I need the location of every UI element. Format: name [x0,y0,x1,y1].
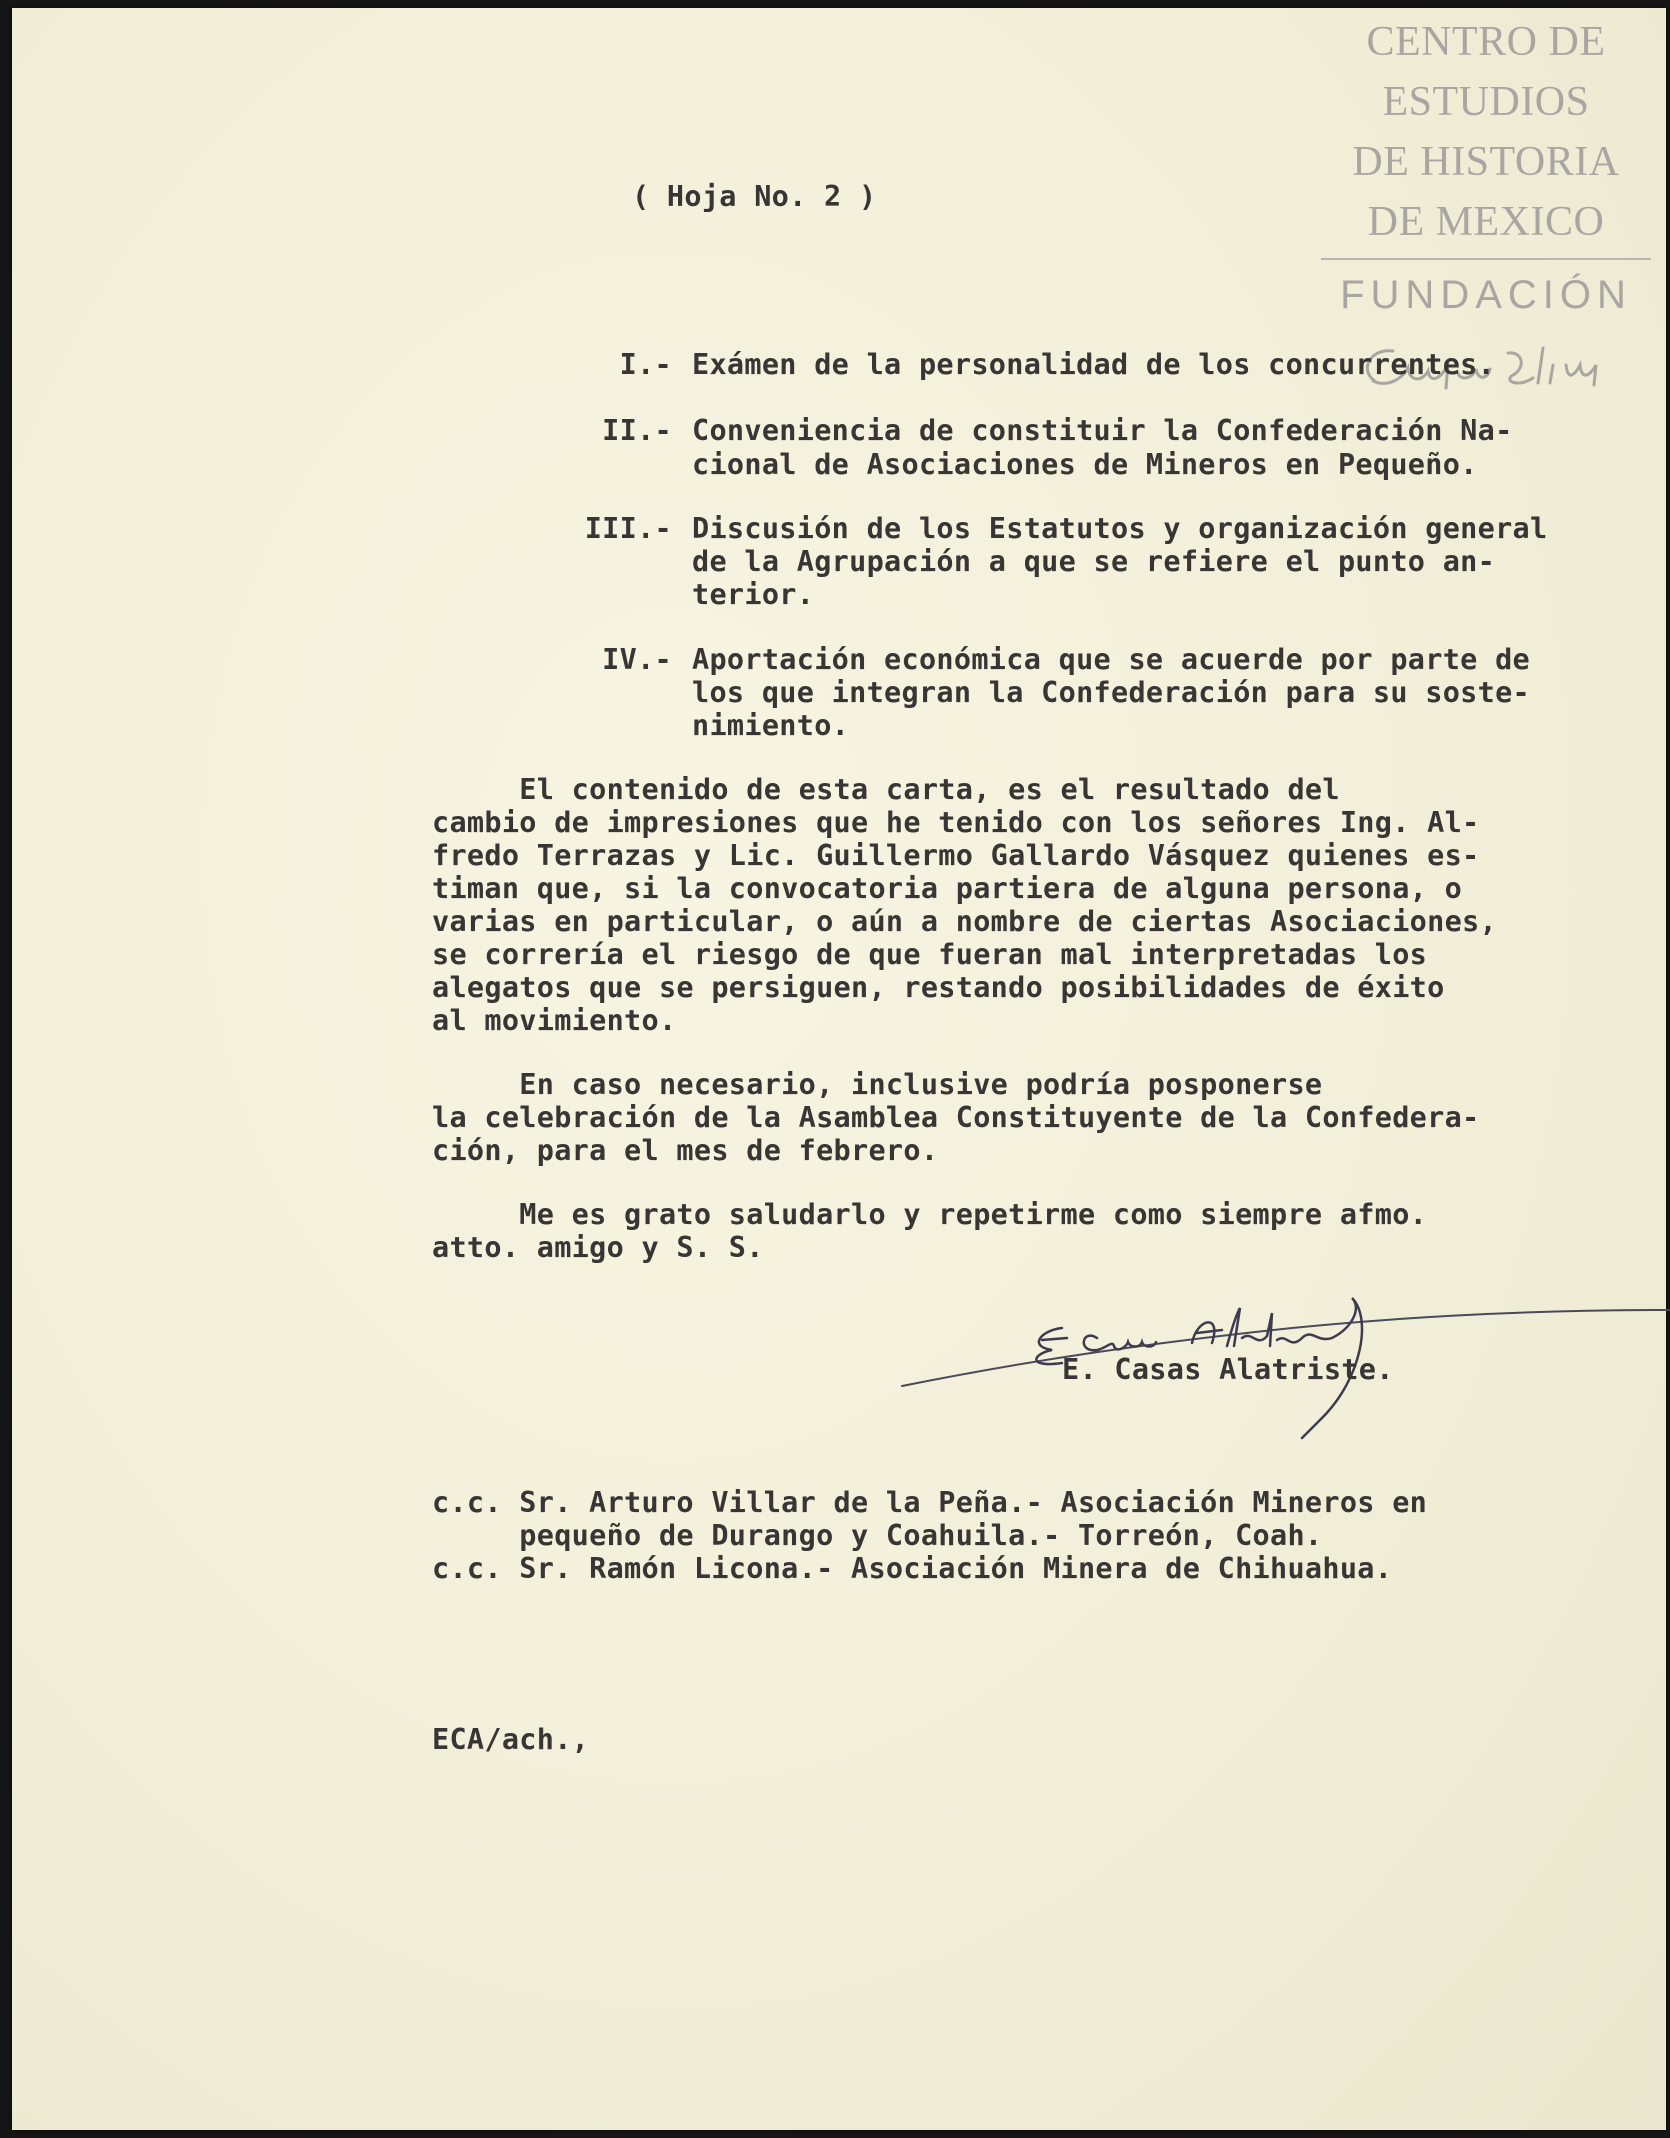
signatory-name: E. Casas Alatriste. [1062,1353,1394,1386]
paragraph-line: alegatos que se persiguen, restando posibilidades de éxito [432,971,1445,1004]
paragraph-line: la celebración de la Asamblea Constituyente de la Confedera- [432,1101,1480,1134]
paragraph-line: Me es grato saludarlo y repetirme como siempre afmo. [432,1198,1428,1231]
agenda-number: IV.- [602,643,672,676]
sheet-number: ( Hoja No. 2 ) [632,180,877,213]
document-page [12,8,1666,2130]
stamp-line: ESTUDIOS [1382,79,1590,125]
cc-line: c.c. Sr. Arturo Villar de la Peña.- Asociación Mineros en [432,1486,1428,1519]
cc-line: c.c. Sr. Ramón Licona.- Asociación Minera de Chihuahua. [432,1552,1393,1585]
agenda-line: nimiento. [692,709,850,742]
cc-line: pequeño de Durango y Coahuila.- Torreón, Coah. [432,1519,1323,1552]
agenda-number: II.- [602,414,672,447]
agenda-line: cional de Asociaciones de Mineros en Pequeño. [692,448,1478,481]
paragraph-line: En caso necesario, inclusive podría posponerse [432,1068,1323,1101]
agenda-line: los que integran la Confederación para su soste- [692,676,1531,709]
paragraph-line: El contenido de esta carta, es el resultado del [432,773,1340,806]
agenda-line: terior. [692,578,815,611]
paragraph-line: se correría el riesgo de que fueran mal interpretadas los [432,938,1428,971]
paragraph-line: ción, para el mes de febrero. [432,1134,939,1167]
stamp-line: DE HISTORIA [1352,139,1620,185]
agenda-line: Conveniencia de constituir la Confederación Na- [692,414,1513,447]
paragraph-line: cambio de impresiones que he tenido con los señores Ing. Al- [432,806,1480,839]
agenda-number: I.- [619,348,672,381]
stamp-line: DE MEXICO [1367,199,1605,245]
archive-stamp [1316,12,1656,320]
paragraph-line: al movimiento. [432,1004,677,1037]
agenda-number: III.- [584,512,672,545]
stamp-divider [1321,258,1651,260]
agenda-line: Discusión de los Estatutos y organización general [692,512,1548,545]
agenda-line: de la Agrupación a que se refiere el punto an- [692,545,1496,578]
paragraph-line: timan que, si la convocatoria partiera de alguna persona, o [432,872,1463,905]
paragraph-line: atto. amigo y S. S. [432,1231,764,1264]
agenda-line: Exámen de la personalidad de los concurrentes. [692,348,1496,381]
paragraph-line: varias en particular, o aún a nombre de ciertas Asociaciones, [432,905,1497,938]
paragraph-line: fredo Terrazas y Lic. Guillermo Gallardo Vásquez quienes es- [432,839,1480,872]
stamp-foundation: FUNDACIÓN [1340,273,1632,317]
agenda-line: Aportación económica que se acuerde por parte de [692,643,1531,676]
stamp-line: CENTRO DE [1366,19,1606,65]
reference-initials: ECA/ach., [432,1723,590,1756]
